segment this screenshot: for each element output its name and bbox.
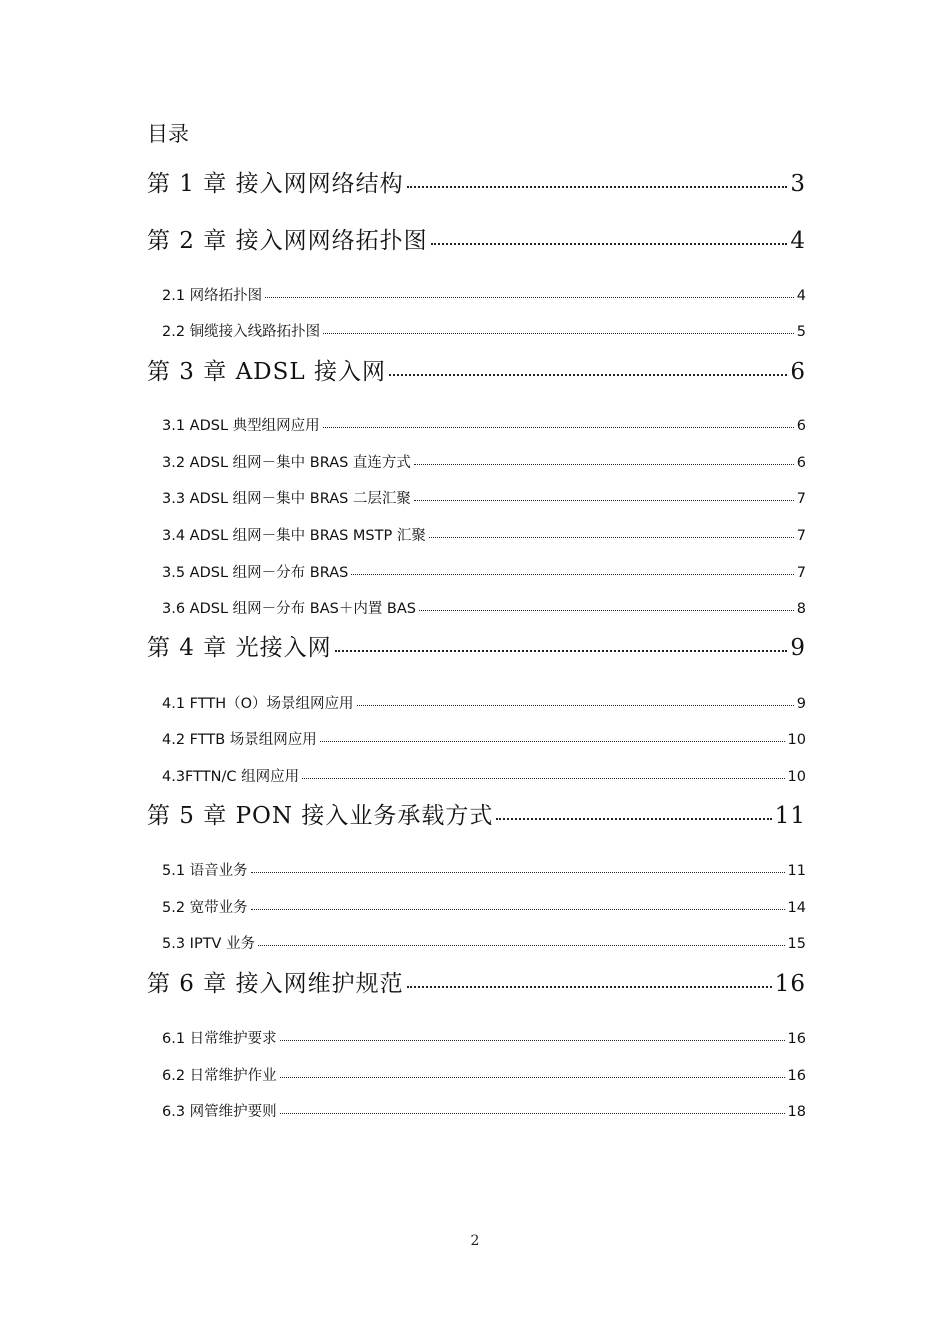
toc-entry-title: 第 6 章 接入网维护规范: [147, 971, 404, 997]
toc-section-3-2[interactable]: [162, 451, 806, 475]
toc-chapter-3[interactable]: [147, 353, 806, 389]
toc-chapter-1[interactable]: [147, 165, 806, 201]
toc-entry-title: 6.2 日常维护作业: [162, 1068, 277, 1084]
toc-entry-title: 3.2 ADSL 组网－集中 BRAS 直连方式: [162, 455, 411, 471]
dot-leader: [351, 574, 793, 575]
toc-entry-title: 3.4 ADSL 组网－集中 BRAS MSTP 汇聚: [162, 528, 426, 544]
toc-section-3-5[interactable]: [162, 561, 806, 585]
toc-section-3-3[interactable]: [162, 487, 806, 511]
toc-entry-page: 6: [796, 418, 806, 434]
toc-entry-page: 14: [787, 900, 806, 916]
toc-entry-title: 第 4 章 光接入网: [147, 635, 332, 661]
toc-entry-title: 3.3 ADSL 组网－集中 BRAS 二层汇聚: [162, 491, 411, 507]
toc-entry-page: 7: [796, 528, 806, 544]
toc-entry-title: 2.1 网络拓扑图: [162, 288, 263, 304]
toc-entry-page: 6: [790, 359, 806, 385]
dot-leader: [389, 374, 787, 376]
toc-entry-title: 第 5 章 PON 接入业务承载方式: [147, 803, 494, 829]
dot-leader: [407, 986, 772, 988]
toc-chapter-6[interactable]: [147, 965, 806, 1001]
dot-leader: [429, 537, 794, 538]
toc-section-5-3[interactable]: [162, 932, 806, 956]
toc-section-3-6[interactable]: [162, 597, 806, 621]
toc-section-3-4[interactable]: [162, 524, 806, 548]
toc-chapter-2[interactable]: [147, 222, 806, 258]
toc-section-6-1[interactable]: [162, 1027, 806, 1051]
toc-entry-title: 2.2 铜缆接入线路拓扑图: [162, 324, 321, 340]
dot-leader: [280, 1040, 785, 1041]
toc-section-3-1[interactable]: [162, 414, 806, 438]
toc-entry-page: 16: [787, 1031, 806, 1047]
toc-section-4-3[interactable]: [162, 765, 806, 789]
dot-leader: [431, 243, 788, 245]
dot-leader: [357, 705, 794, 706]
toc-entry-page: 9: [790, 635, 806, 661]
toc-entry-page: 8: [796, 601, 806, 617]
dot-leader: [407, 186, 788, 188]
toc-entry-page: 4: [796, 288, 806, 304]
toc-entry-title: 3.5 ADSL 组网－分布 BRAS: [162, 565, 349, 581]
toc-section-4-1[interactable]: [162, 692, 806, 716]
toc-entry-page: 7: [796, 491, 806, 507]
dot-leader: [251, 872, 785, 873]
toc-section-6-2[interactable]: [162, 1064, 806, 1088]
toc-chapter-4[interactable]: [147, 629, 806, 665]
toc-entry-page: 10: [787, 769, 806, 785]
toc-entry-page: 7: [796, 565, 806, 581]
toc-entry-page: 10: [787, 732, 806, 748]
toc-entry-page: 11: [787, 863, 806, 879]
dot-leader: [280, 1077, 785, 1078]
toc-entry-title: 4.3FTTN/C 组网应用: [162, 769, 300, 785]
dot-leader: [280, 1113, 785, 1114]
toc-heading: 目录: [147, 122, 189, 146]
toc-entry-title: 5.2 宽带业务: [162, 900, 248, 916]
dot-leader: [251, 909, 785, 910]
toc-section-5-1[interactable]: [162, 859, 806, 883]
toc-entry-page: 16: [774, 971, 806, 997]
dot-leader: [496, 818, 771, 820]
toc-entry-title: 6.1 日常维护要求: [162, 1031, 277, 1047]
toc-entry-page: 5: [796, 324, 806, 340]
toc-section-2-1[interactable]: [162, 284, 806, 308]
toc-entry-page: 16: [787, 1068, 806, 1084]
toc-entry-title: 第 1 章 接入网网络结构: [147, 171, 404, 197]
toc-section-6-3[interactable]: [162, 1100, 806, 1124]
dot-leader: [302, 778, 784, 779]
toc-entry-title: 5.3 IPTV 业务: [162, 936, 256, 952]
toc-entry-title: 5.1 语音业务: [162, 863, 248, 879]
toc-entry-title: 4.1 FTTH（O）场景组网应用: [162, 696, 354, 712]
toc-entry-page: 3: [790, 171, 806, 197]
toc-section-5-2[interactable]: [162, 896, 806, 920]
toc-entry-page: 18: [787, 1104, 806, 1120]
toc-entry-title: 3.6 ADSL 组网－分布 BAS＋内置 BAS: [162, 601, 417, 617]
toc-entry-page: 15: [787, 936, 806, 952]
dot-leader: [320, 741, 785, 742]
toc-entry-page: 4: [790, 228, 806, 254]
toc-entry-title: 第 2 章 接入网网络拓扑图: [147, 228, 428, 254]
toc-entry-page: 11: [774, 803, 806, 829]
toc-entry-page: 9: [796, 696, 806, 712]
dot-leader: [323, 333, 794, 334]
dot-leader: [419, 610, 794, 611]
dot-leader: [414, 500, 794, 501]
dot-leader: [335, 650, 788, 652]
toc-entry-title: 4.2 FTTB 场景组网应用: [162, 732, 317, 748]
dot-leader: [323, 427, 794, 428]
toc-entry-title: 第 3 章 ADSL 接入网: [147, 359, 386, 385]
toc-section-4-2[interactable]: [162, 728, 806, 752]
toc-entry-page: 6: [796, 455, 806, 471]
dot-leader: [258, 945, 784, 946]
toc-chapter-5[interactable]: [147, 797, 806, 833]
dot-leader: [414, 464, 794, 465]
toc-entry-title: 6.3 网管维护要则: [162, 1104, 277, 1120]
dot-leader: [265, 297, 794, 298]
toc-entry-title: 3.1 ADSL 典型组网应用: [162, 418, 320, 434]
footer-page-number: 2: [470, 1233, 480, 1249]
toc-section-2-2[interactable]: [162, 320, 806, 344]
